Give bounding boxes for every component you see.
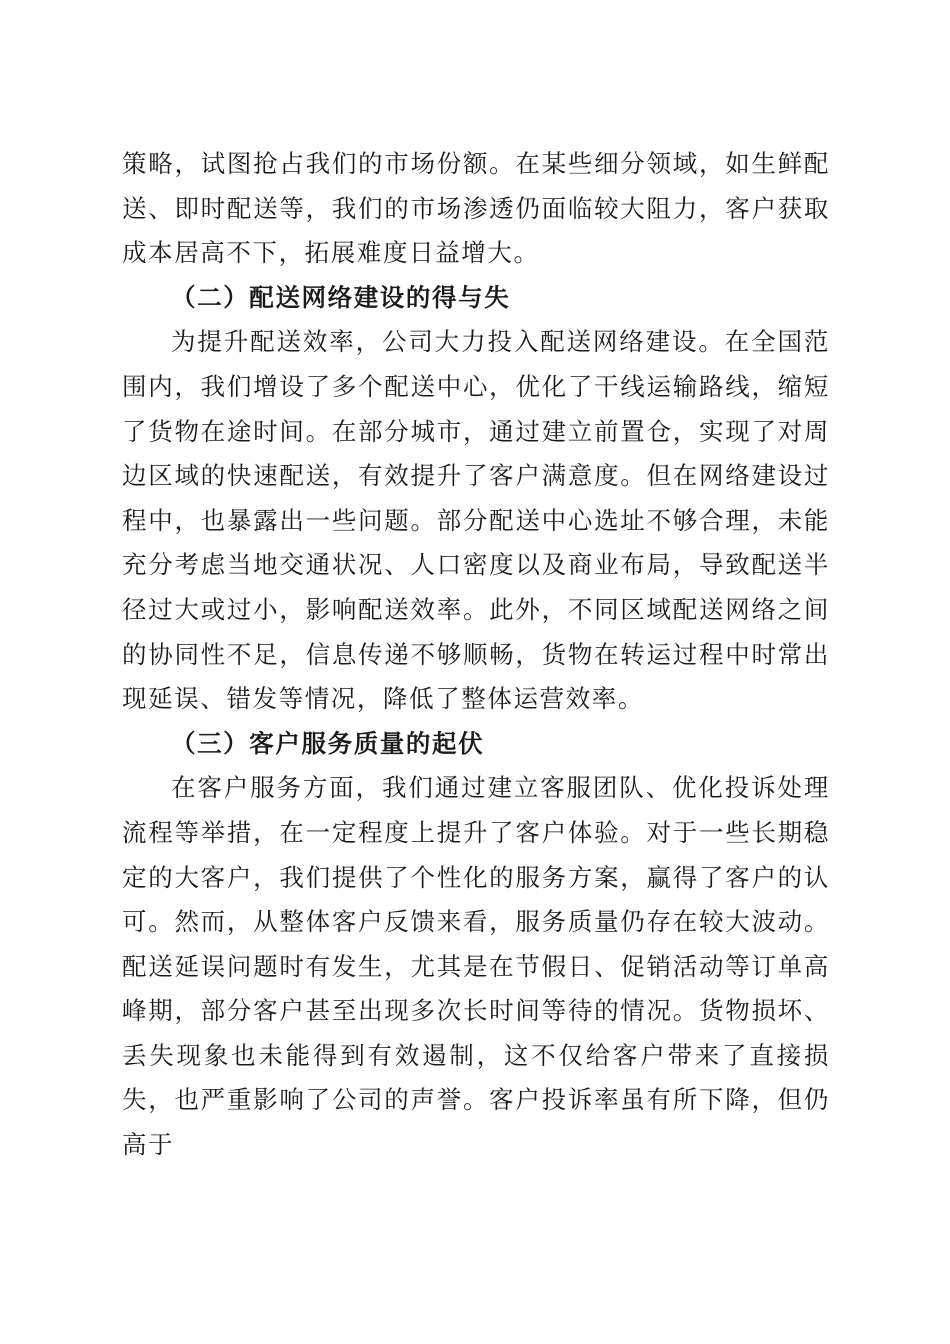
paragraph-service: 在客户服务方面，我们通过建立客服团队、优化投诉处理流程等举措，在一定程度上提升了客户体验。对于一些长期稳定的大客户，我们提供了个性化的服务方案，赢得了客户的认可。然而，从整体客户反馈来看，服务质量仍存在较大波动。配送延误问题时有发生，尤其是在节假日、促销活动等订单高峰期，部分客户甚至出现多次长时间等待的情况。货物损坏、丢失现象也未能得到有效遏制，这不仅给客户带来了直接损失，也严重影响了公司的声誉。客户投诉率虽有所下降，但仍高于 <box>122 773 830 1160</box>
paragraph-continuation: 策略，试图抢占我们的市场份额。在某些细分领域，如生鲜配送、即时配送等，我们的市场渗透仍面临较大阻力，客户获取成本居高不下，拓展难度日益增大。 <box>122 149 830 268</box>
document-body <box>122 142 830 1168</box>
paragraph-network: 为提升配送效率，公司大力投入配送网络建设。在全国范围内，我们增设了多个配送中心，优化了干线运输路线，缩短了货物在途时间。在部分城市，通过建立前置仓，实现了对周边区域的快速配送，有效提升了客户满意度。但在网络建设过程中，也暴露出一些问题。部分配送中心选址不够合理，未能充分考虑当地交通状况、人口密度以及商业布局，导致配送半径过大或过小，影响配送效率。此外，不同区域配送网络之间的协同性不足，信息传递不够顺畅，货物在转运过程中时常出现延误、错发等情况，降低了整体运营效率。 <box>122 327 830 714</box>
section-heading-2: （二）配送网络建设的得与失 <box>171 282 511 312</box>
section-heading-3: （三）客户服务质量的起伏 <box>171 728 485 758</box>
